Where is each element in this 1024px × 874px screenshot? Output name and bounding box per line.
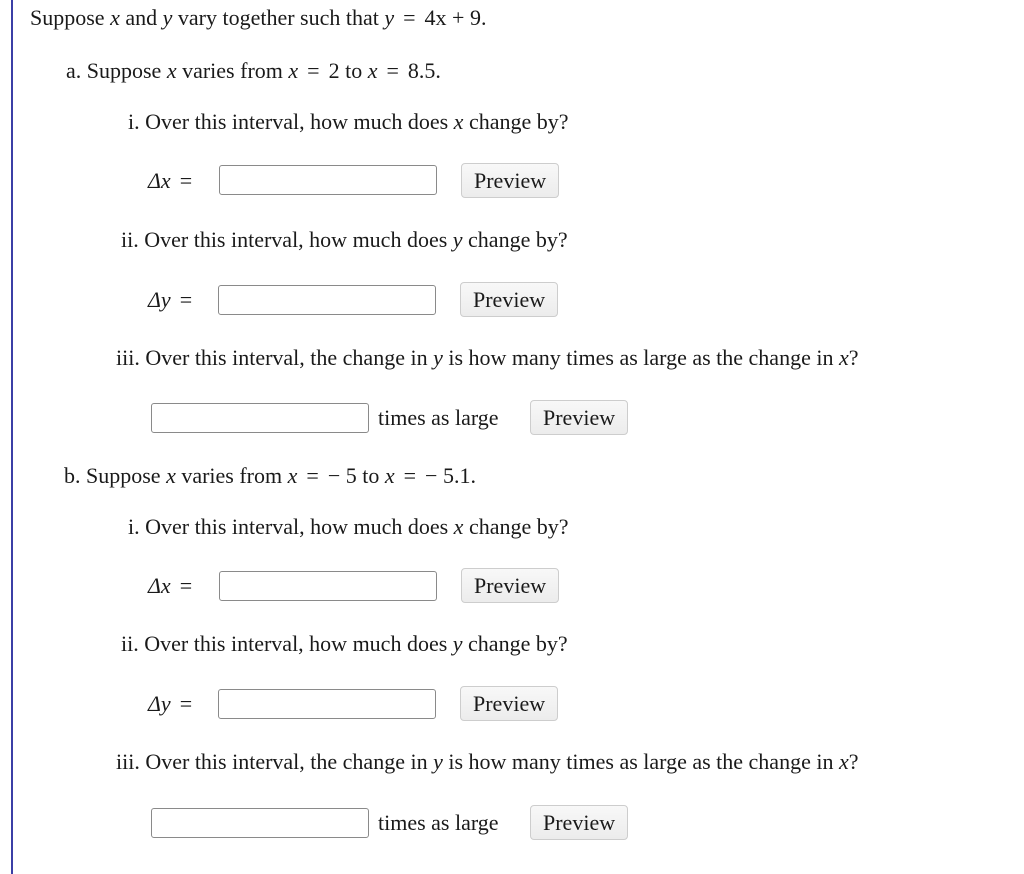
part-a-question-ii: ii. Over this interval, how much does y change by?	[121, 227, 568, 252]
part-a-question-iii: iii. Over this interval, the change in y is how many times as large as the change in x?	[116, 345, 859, 370]
part-a-delta-y-label: Δy =	[148, 287, 193, 312]
part-b-delta-y-input[interactable]	[218, 689, 436, 719]
part-b-delta-y-preview-button[interactable]: Preview	[460, 686, 558, 721]
part-b-heading: b. Suppose x varies from x = − 5 to x = − 5.1.	[64, 463, 476, 488]
part-b-delta-x-label: Δx =	[148, 573, 193, 598]
part-b-question-i: i. Over this interval, how much does x change by?	[128, 514, 569, 539]
part-b-question-iii: iii. Over this interval, the change in y is how many times as large as the change in x?	[116, 749, 859, 774]
problem-statement: Suppose x and y vary together such that y = 4x + 9.	[30, 5, 487, 30]
part-a-question-i: i. Over this interval, how much does x change by?	[128, 109, 569, 134]
part-a-heading: a. Suppose x varies from x = 2 to x = 8.5.	[66, 58, 441, 83]
part-a-delta-y-preview-button[interactable]: Preview	[460, 282, 558, 317]
part-b-ratio-preview-button[interactable]: Preview	[530, 805, 628, 840]
part-b-delta-y-label: Δy =	[148, 691, 193, 716]
part-b-question-ii: ii. Over this interval, how much does y change by?	[121, 631, 568, 656]
part-b-delta-x-preview-button[interactable]: Preview	[461, 568, 559, 603]
left-border	[11, 0, 13, 874]
part-b-delta-x-input[interactable]	[219, 571, 437, 601]
part-b-ratio-suffix: times as large	[378, 810, 499, 835]
part-a-delta-x-input[interactable]	[219, 165, 437, 195]
part-a-ratio-suffix: times as large	[378, 405, 499, 430]
part-a-ratio-preview-button[interactable]: Preview	[530, 400, 628, 435]
part-a-delta-x-label: Δx =	[148, 168, 193, 193]
part-a-delta-x-preview-button[interactable]: Preview	[461, 163, 559, 198]
part-a-ratio-input[interactable]	[151, 403, 369, 433]
part-b-ratio-input[interactable]	[151, 808, 369, 838]
part-a-delta-y-input[interactable]	[218, 285, 436, 315]
